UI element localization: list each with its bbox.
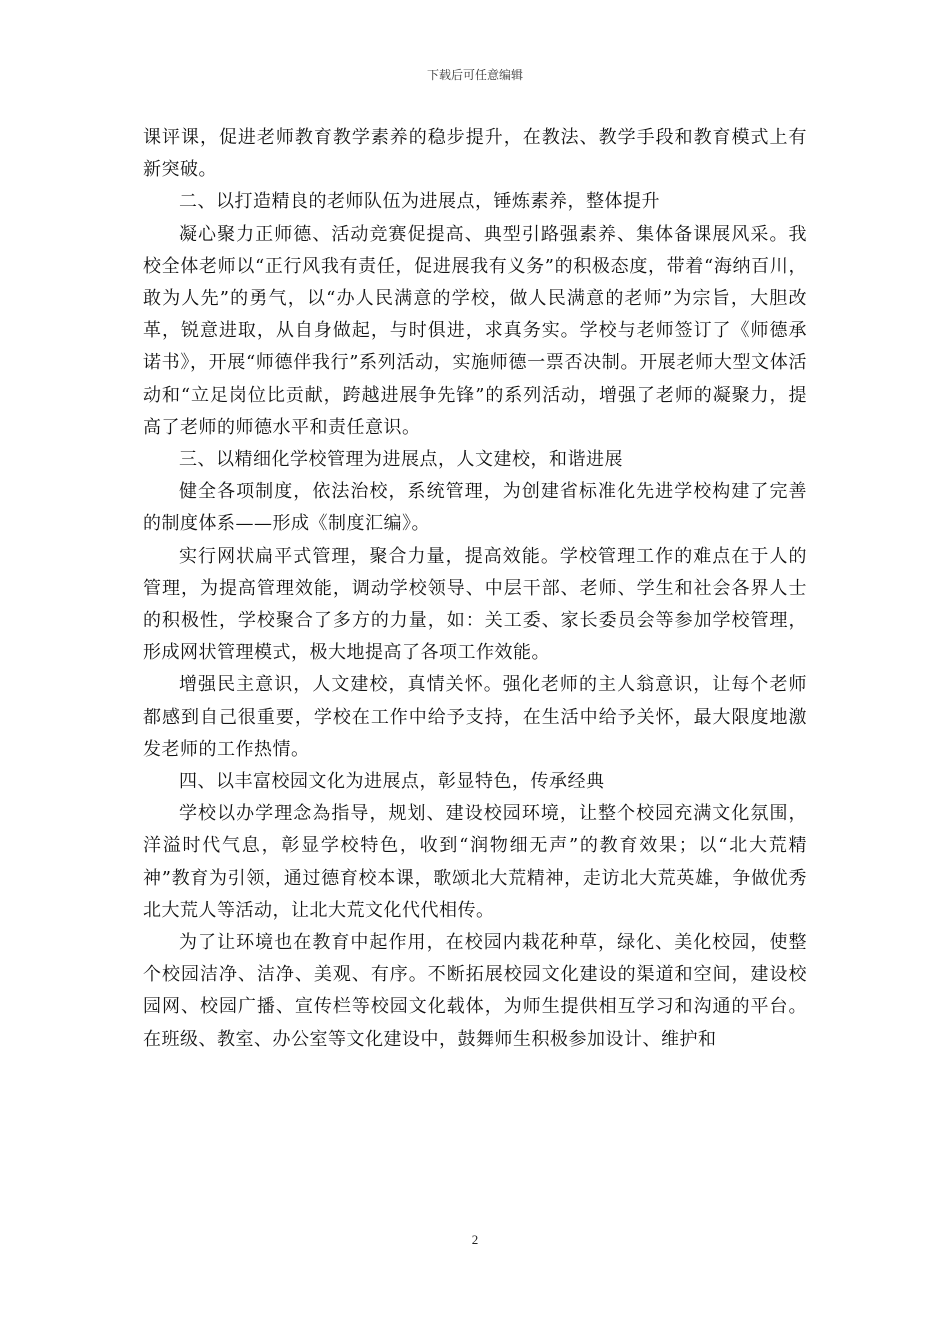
page-number: 2: [471, 1232, 479, 1247]
page-header: 下载后可任意编辑: [426, 68, 523, 82]
section-heading-3: 三、以精细化学校管理为进展点，人文建校，和谐进展: [179, 449, 623, 471]
document-body: [143, 122, 807, 1056]
paragraph: 健全各项制度，依法治校，系统管理，为创建省标准化先进学校构建了完善的制度体系——形成《制度汇编》。: [143, 481, 807, 535]
paragraph: 凝心聚力正师德、活动竞赛促提高、典型引路强素养、集体备课展风采。我校全体老师以“正行风我有责任，促进展我有义务”的积极态度，带着“海纳百川，敢为人先”的勇气，以“办人民满意的学校，做人民满意的老师”为宗旨，大胆改革，锐意进取，从自身做起，与时俱进，求真务实。学校与老师签订了《师德承诺书》，开展“师德伴我行”系列活动，实施师德一票否决制。开展老师大型文体活动和“立足岗位比贡献，跨越进展争先锋”的系列活动，增强了老师的凝聚力，提高了老师的师德水平和责任意识。: [143, 223, 807, 438]
paragraph: 学校以办学理念為指导，规划、建设校园环境，让整个校园充满文化氛围，洋溢时代气息，彰显学校特色，收到“润物细无声”的教育效果；以“北大荒精神”教育为引领，通过德育校本课，歌颂北大荒精神，走访北大荒英雄，争做优秀北大荒人等活动，让北大荒文化代代相传。: [143, 803, 807, 921]
paragraph: 实行网状扁平式管理，聚合力量，提高效能。学校管理工作的难点在于人的管理，为提高管理效能，调动学校领导、中层干部、老师、学生和社会各界人士的积极性，学校聚合了多方的力量，如：关工委、家长委员会等参加学校管理，形成网状管理模式，极大地提高了各项工作效能。: [143, 545, 807, 664]
paragraph: 为了让环境也在教育中起作用，在校园内栽花种草，绿化、美化校园，使整个校园洁净、洁净、美观、有序。不断拓展校园文化建设的渠道和空间，建设校园网、校园广播、宣传栏等校园文化载体，为师生提供相互学习和沟通的平台。在班级、教室、办公室等文化建设中，鼓舞师生积极参加设计、维护和: [143, 932, 807, 1050]
section-heading-4: 四、以丰富校园文化为进展点，彰显特色，传承经典: [179, 771, 605, 793]
section-heading-2: 二、以打造精良的老师队伍为进展点，锤炼素养，整体提升: [179, 191, 660, 213]
paragraph-continuation: 课评课，促进老师教育教学素养的稳步提升，在教法、教学手段和教育模式上有新突破。: [143, 127, 807, 181]
paragraph: 增强民主意识，人文建校，真情关怀。强化老师的主人翁意识，让每个老师都感到自己很重要，学校在工作中给予支持，在生活中给予关怀，最大限度地激发老师的工作热情。: [143, 674, 807, 760]
